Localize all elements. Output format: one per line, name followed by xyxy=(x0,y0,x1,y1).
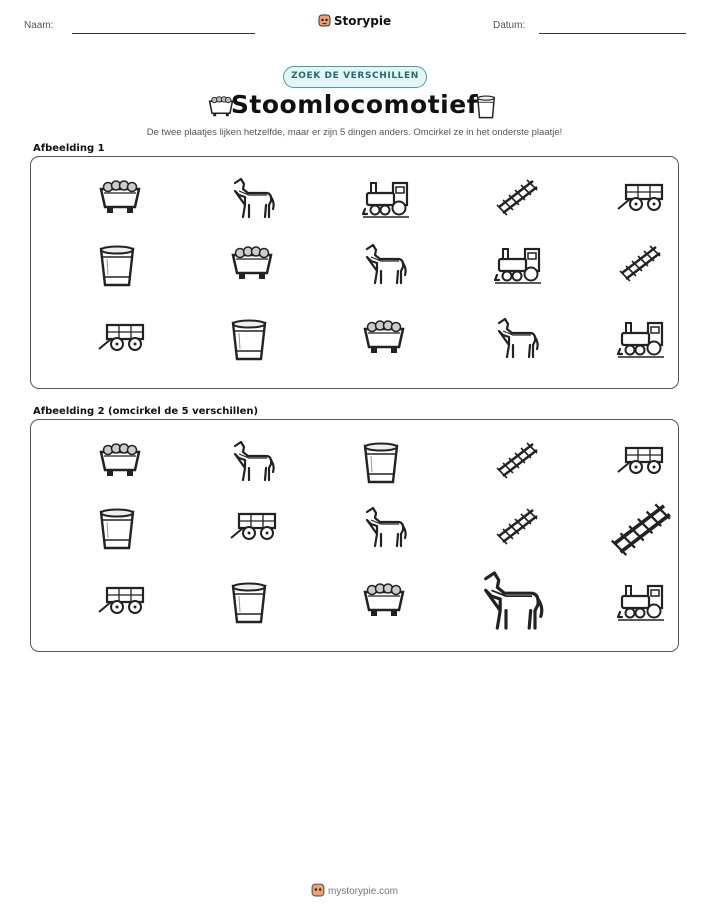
horse-icon[interactable] xyxy=(477,570,544,634)
date-label: Datum: xyxy=(493,20,526,31)
horse-icon xyxy=(229,177,275,221)
rails-icon[interactable] xyxy=(493,440,543,480)
storypie-footer-logo-icon xyxy=(311,882,325,897)
picture-1-panel xyxy=(30,156,679,389)
wagon-icon xyxy=(97,317,147,355)
footer-url: mystorypie.com xyxy=(327,886,398,897)
wagon-icon[interactable] xyxy=(229,506,279,544)
bucket-icon[interactable] xyxy=(97,506,137,552)
rails-icon[interactable] xyxy=(606,500,679,558)
bucket-icon xyxy=(97,243,137,289)
picture-2-panel[interactable] xyxy=(30,419,679,652)
wagon-icon[interactable] xyxy=(97,580,147,618)
rails-icon xyxy=(493,177,543,217)
brand xyxy=(0,13,709,28)
train-icon xyxy=(493,243,543,285)
coal-cart-icon[interactable] xyxy=(97,440,143,480)
coal-cart-icon[interactable] xyxy=(361,580,407,620)
coal-cart-icon xyxy=(229,243,275,283)
picture-1-label: Afbeelding 1 xyxy=(33,143,105,154)
activity-badge: ZOEK DE VERSCHILLEN xyxy=(283,66,427,88)
name-line[interactable] xyxy=(72,33,255,34)
wagon-icon[interactable] xyxy=(616,440,666,478)
wagon-icon xyxy=(616,177,666,215)
coal-cart-icon xyxy=(361,317,407,357)
train-icon xyxy=(361,177,411,219)
instructions: De twee plaatjes lijken hetzelfde, maar er zijn 5 dingen anders. Omcirkel ze in het onderste plaatje! xyxy=(146,127,563,138)
horse-icon[interactable] xyxy=(229,440,275,484)
train-icon xyxy=(616,317,666,359)
picture-2-label: Afbeelding 2 (omcirkel de 5 verschillen) xyxy=(33,406,259,417)
rails-icon xyxy=(616,243,666,283)
storypie-logo-icon xyxy=(318,13,331,27)
date-line[interactable] xyxy=(539,33,686,34)
page-title: Stoomlocomotief xyxy=(230,90,479,119)
bucket-icon xyxy=(229,317,269,363)
rails-icon[interactable] xyxy=(493,506,543,546)
train-icon[interactable] xyxy=(616,580,666,622)
brand-name: Storypie xyxy=(333,14,392,28)
bucket-icon[interactable] xyxy=(361,440,401,486)
bucket-title-icon xyxy=(474,94,498,124)
horse-icon[interactable] xyxy=(361,506,407,550)
name-label: Naam: xyxy=(24,20,54,31)
coal-cart-icon xyxy=(97,177,143,217)
bucket-icon[interactable] xyxy=(229,580,269,626)
horse-icon xyxy=(361,243,407,287)
horse-icon xyxy=(493,317,539,361)
footer xyxy=(0,882,709,897)
